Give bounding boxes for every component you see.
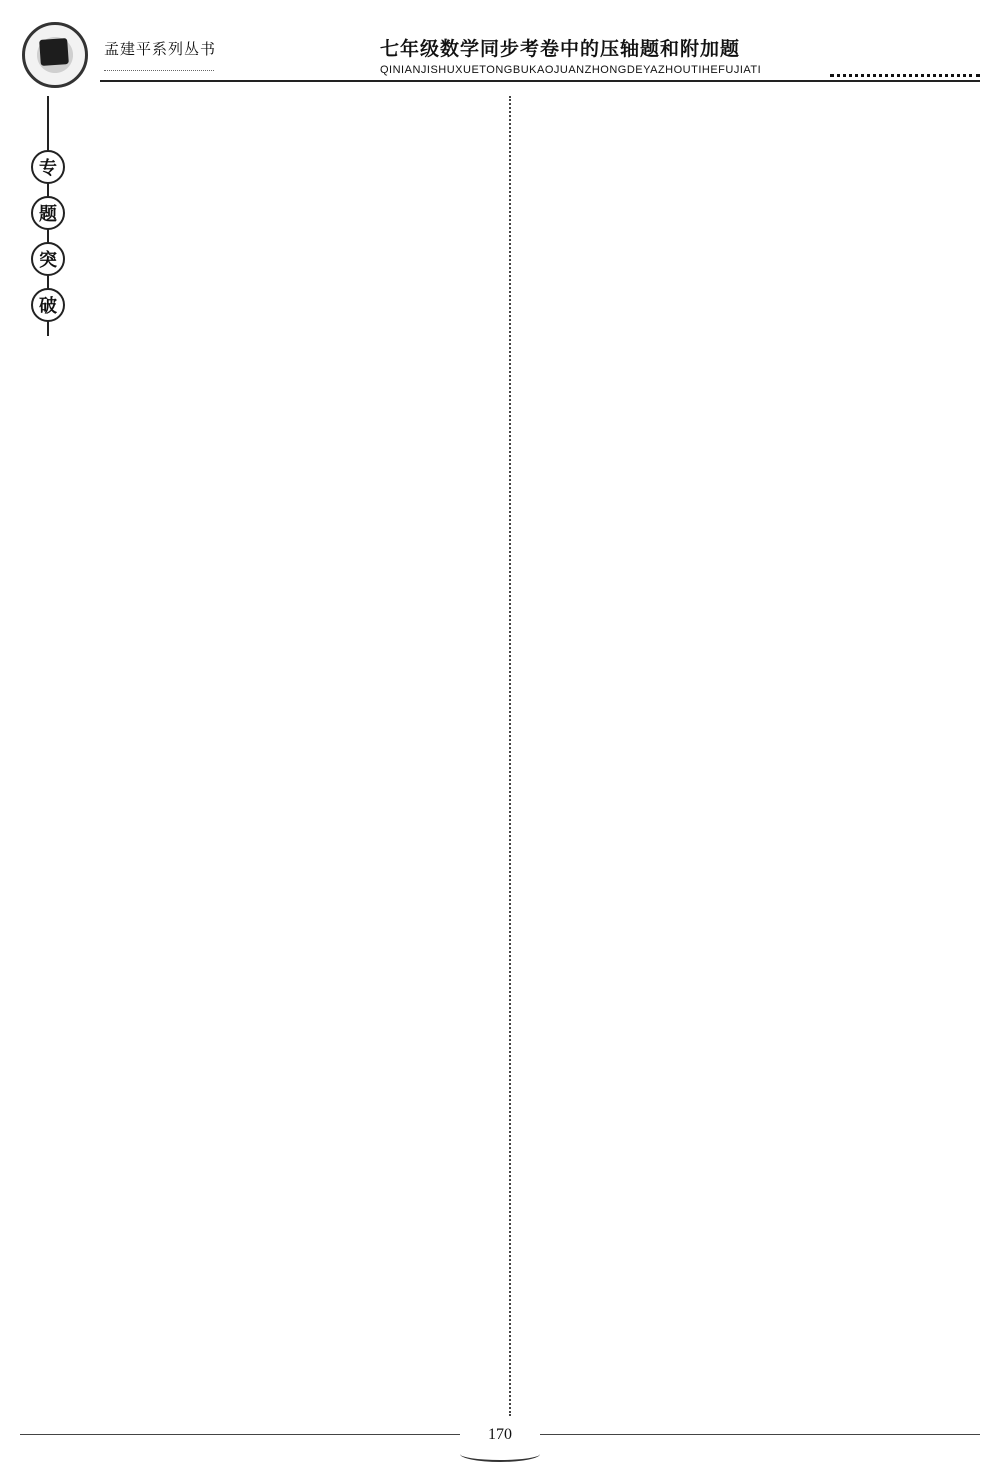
column-divider (509, 96, 511, 1416)
sidebar-char-1: 专 (31, 150, 65, 184)
footer-rule-left (20, 1434, 460, 1435)
footer-rule-right (540, 1434, 980, 1435)
header-rule (100, 80, 980, 82)
sidebar-char-3: 突 (31, 242, 65, 276)
sidebar-char-2: 题 (31, 196, 65, 230)
section-sidebar (28, 150, 68, 322)
page-number: 170 (488, 1426, 512, 1443)
book-title: 七年级数学同步考卷中的压轴题和附加题 (380, 38, 741, 60)
header-dots-ornament (830, 64, 980, 77)
series-logo-icon (22, 22, 88, 88)
series-name: 孟建平系列丛书 (104, 40, 217, 58)
sidebar-char-4: 破 (31, 288, 65, 322)
page-footer (0, 1420, 1000, 1465)
series-ornament (104, 60, 214, 71)
page-header (0, 0, 1000, 84)
book-title-pinyin: QINIANJISHUXUETONGBUKAOJUANZHONGDEYAZHOUTIHEFUJIATI (380, 64, 762, 76)
footer-flourish-icon (460, 1446, 540, 1462)
